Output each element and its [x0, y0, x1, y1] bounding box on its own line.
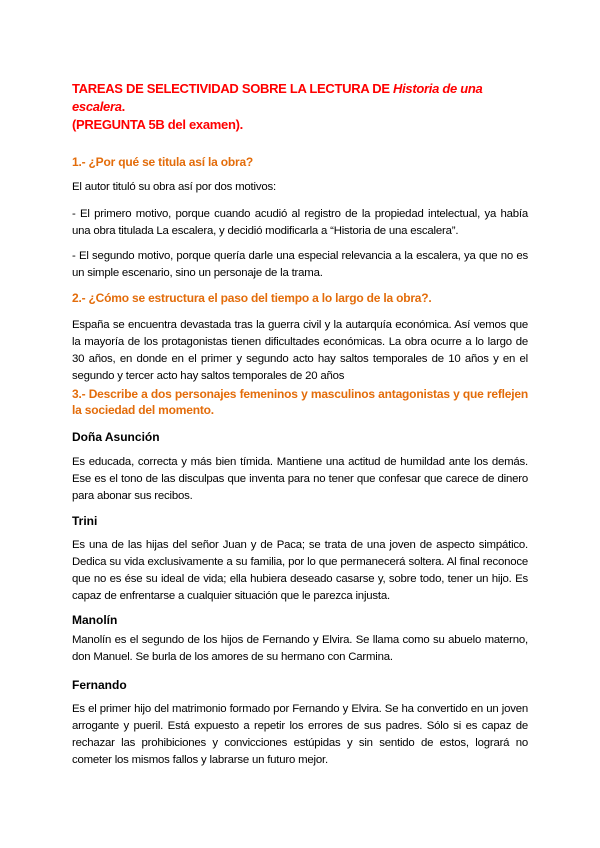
- character-description: Es educada, correcta y más bien tímida. Mantiene una actitud de humildad ante los demás. Ese es el tono de las disculpas que inventa para no tener que confesar que carece de dinero para abonar sus recibos.: [72, 456, 528, 502]
- question-1-paragraph: - El segundo motivo, porque quería darle una especial relevancia a la escalera, ya que no es un simple escenario, sino un personaje de la trama.: [72, 250, 528, 279]
- question-1-paragraph: - El primero motivo, porque cuando acudió al registro de la propiedad intelectual, ya había una obra titulada La escalera, y decidió modificarla a “Historia de una escalera”.: [72, 208, 528, 237]
- title-period: .: [121, 99, 125, 114]
- character-name: Manolín: [72, 613, 118, 627]
- question-1-heading: 1.- ¿Por qué se titula así la obra?: [72, 155, 254, 169]
- title-text: TAREAS DE SELECTIVIDAD SOBRE LA LECTURA DE: [72, 81, 394, 96]
- question-3-heading: 3.- Describe a dos personajes femeninos y masculinos antagonistas y que reflejen la sociedad del momento.: [72, 387, 528, 417]
- character-description: Es una de las hijas del señor Juan y de Paca; se trata de una joven de aspecto simpático. Dedica su vida exclusivamente a su familia, por lo que permanecerá soltera. Al final reconoce que no es ése su ideal de vida; ella hubiera deseado casarse y, sobre todo, tener un hijo. Es capaz de enfrentarse a cualquier situación que le parezca injusta.: [72, 539, 528, 602]
- character-name: Doña Asunción: [72, 430, 160, 444]
- character-description: Es el primer hijo del matrimonio formado por Fernando y Elvira. Se ha convertido en un joven arrogante y pueril. Está expuesto a repetir los errores de sus padres. Sólo si es capaz de rechazar las prohibiciones y convicciones estúpidas y sin sentido de estos, logrará no cometer los mismos fallos y labrarse un futuro mejor.: [72, 703, 528, 766]
- question-2-heading: 2.- ¿Cómo se estructura el paso del tiempo a lo largo de la obra?.: [72, 291, 432, 305]
- character-name: Fernando: [72, 678, 127, 692]
- question-1-paragraph: El autor tituló su obra así por dos motivos:: [72, 181, 276, 193]
- title-book-name: Historia de una escalera: [72, 81, 483, 114]
- character-name: Trini: [72, 514, 98, 528]
- title-subtitle: (PREGUNTA 5B del examen).: [72, 117, 243, 132]
- character-description: Manolín es el segundo de los hijos de Fernando y Elvira. Se llama como su abuelo materno, don Manuel. Se burla de los amores de su hermano con Carmina.: [72, 634, 528, 663]
- question-2-paragraph: España se encuentra devastada tras la guerra civil y la autarquía económica. Así vemos que la mayoría de los protagonistas tienen dificultades económicas. La obra ocurre a lo largo de 30 años, en donde en el primer y segundo acto hay saltos temporales de 10 años y en el segundo y tercer acto hay saltos temporales de 20 años: [72, 319, 528, 382]
- document-title: [72, 80, 532, 134]
